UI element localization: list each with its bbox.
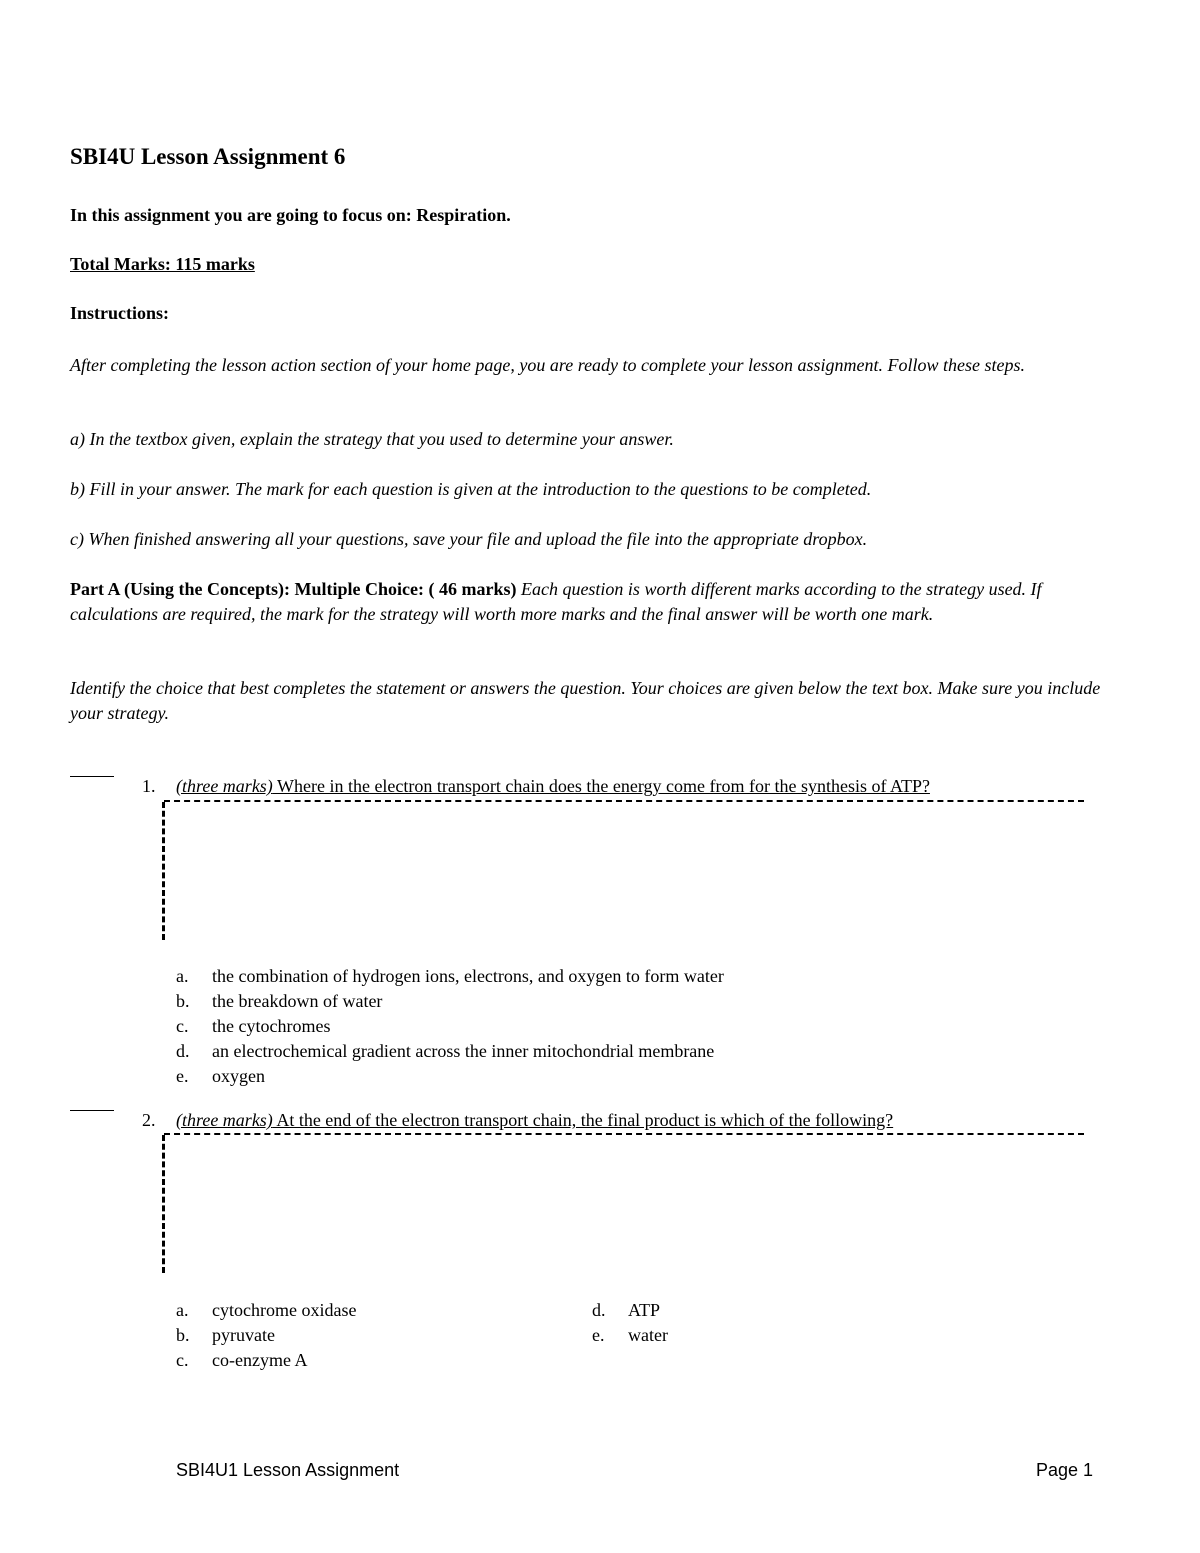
footer-page-number: Page 1 <box>1036 1460 1094 1480</box>
instruction-step-a: a) In the textbox given, explain the strategy that you used to determine your answer. <box>70 429 674 449</box>
strategy-textbox-top-border <box>164 800 1084 802</box>
part-a-identify: Identify the choice that best completes the statement or answers the question. Your choices are given below the text box. Make sure you include your strategy. <box>70 678 1101 723</box>
page-title: SBI4U Lesson Assignment 6 <box>70 144 346 169</box>
instructions-heading: Instructions: <box>70 303 170 323</box>
question-number: 1. <box>142 776 156 796</box>
question-number: 2. <box>142 1110 156 1130</box>
question-stem: Where in the electron transport chain does the energy come from for the synthesis of ATP? <box>272 776 930 796</box>
strategy-textbox-q2[interactable] <box>162 1135 165 1273</box>
option-item: b. the breakdown of water <box>176 991 383 1011</box>
instructions-intro: After completing the lesson action section of your home page, you are ready to complete your lesson assignment. Follow these steps. <box>70 355 1025 375</box>
option-item: e. water <box>592 1325 668 1345</box>
strategy-textbox-top-border <box>164 1133 1084 1135</box>
option-item: a. the combination of hydrogen ions, electrons, and oxygen to form water <box>176 966 724 986</box>
instruction-step-b: b) Fill in your answer. The mark for each question is given at the introduction to the questions to be completed. <box>70 479 872 499</box>
part-a-intro <box>70 577 1130 627</box>
option-item: a. cytochrome oxidase <box>176 1300 357 1320</box>
strategy-textbox-q1[interactable] <box>162 802 165 940</box>
option-item: e. oxygen <box>176 1066 265 1086</box>
answer-blank-q2[interactable] <box>70 1110 114 1111</box>
question-text-q2 <box>176 1110 893 1131</box>
instruction-step-c: c) When finished answering all your questions, save your file and upload the file into the appropriate dropbox. <box>70 529 868 549</box>
question-marks: (three marks) <box>176 1110 273 1130</box>
option-item: c. co-enzyme A <box>176 1350 308 1370</box>
answer-blank-q1[interactable] <box>70 776 114 777</box>
option-item: d. ATP <box>592 1300 661 1320</box>
part-a-heading: Part A (Using the Concepts): Multiple Choice: ( 46 marks) <box>70 579 517 599</box>
question-marks: (three marks) <box>176 776 273 796</box>
part-a-description: Each question is worth different marks according to the strategy used. If calculations are required, the mark for the strategy will worth more marks and the final answer will be worth one mark. <box>70 579 1042 624</box>
option-item: d. an electrochemical gradient across the inner mitochondrial membrane <box>176 1041 715 1061</box>
footer-course-label: SBI4U1 Lesson Assignment <box>176 1460 400 1480</box>
assignment-focus: In this assignment you are going to focus on: Respiration. <box>70 205 511 225</box>
option-item: c. the cytochromes <box>176 1016 331 1036</box>
option-item: b. pyruvate <box>176 1325 275 1345</box>
question-stem: At the end of the electron transport chain, the final product is which of the following? <box>272 1110 894 1130</box>
question-text-q1 <box>176 776 930 797</box>
total-marks: Total Marks: 115 marks <box>70 254 255 274</box>
